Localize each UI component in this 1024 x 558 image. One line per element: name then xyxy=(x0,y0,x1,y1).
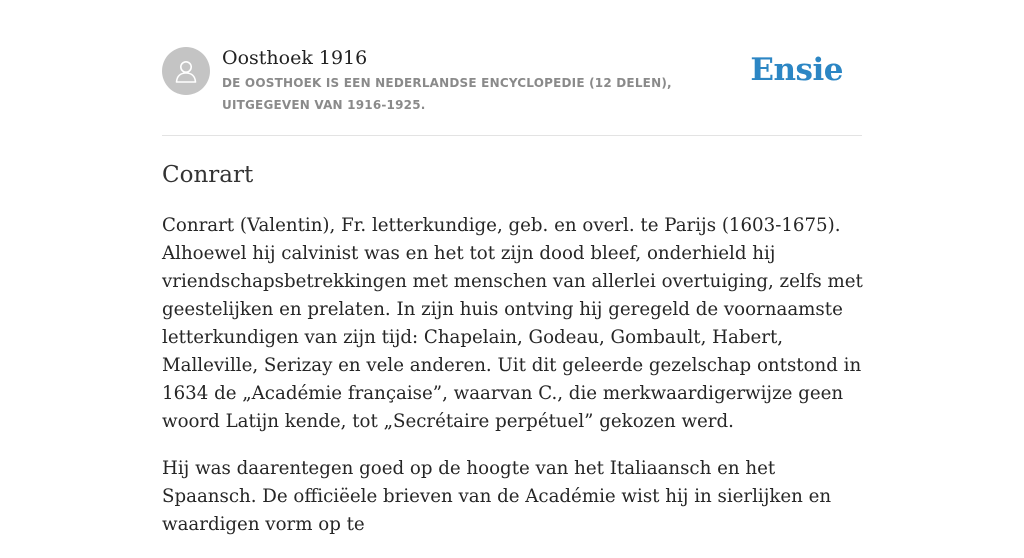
article-paragraph-2: Hij was daarentegen goed op de hoogte van het Italiaansch en het Spaansch. De officiëele brieven van de Académie wist hij in sierlijken en waardigen vorm op te xyxy=(162,458,832,535)
source-header xyxy=(162,46,862,136)
article-body xyxy=(162,212,868,558)
source-title[interactable]: Oosthoek 1916 xyxy=(222,47,368,69)
brand-logo[interactable]: Ensie xyxy=(750,52,843,88)
article-title: Conrart xyxy=(162,162,254,188)
source-description: DE OOSTHOEK IS EEN NEDERLANDSE ENCYCLOPEDIE (12 DELEN), UITGEGEVEN VAN 1916-1925. xyxy=(222,76,672,112)
header-divider xyxy=(162,135,862,136)
avatar[interactable] xyxy=(162,47,210,95)
user-icon xyxy=(171,56,201,86)
article-paragraph-1: Conrart (Valentin), Fr. letterkundige, geb. en overl. te Parijs (1603-1675). Alhoewel hij calvinist was en het tot zijn dood bleef, onderhield hij vriendschapsbetrekkingen met menschen van allerlei overtuiging, zelfs met geestelijken en prelaten. In zijn huis ontving hij geregeld de voornaamste letterkundigen van zijn tijd: Chapelain, Godeau, Gombault, Habert, Malleville, Serizay en vele anderen. Uit dit geleerde gezelschap ontstond in 1634 de „Académie française”, waarvan C., die merkwaardigerwijze geen woord Latijn kende, tot „Secrétaire perpétuel” gekozen werd. xyxy=(162,215,863,432)
